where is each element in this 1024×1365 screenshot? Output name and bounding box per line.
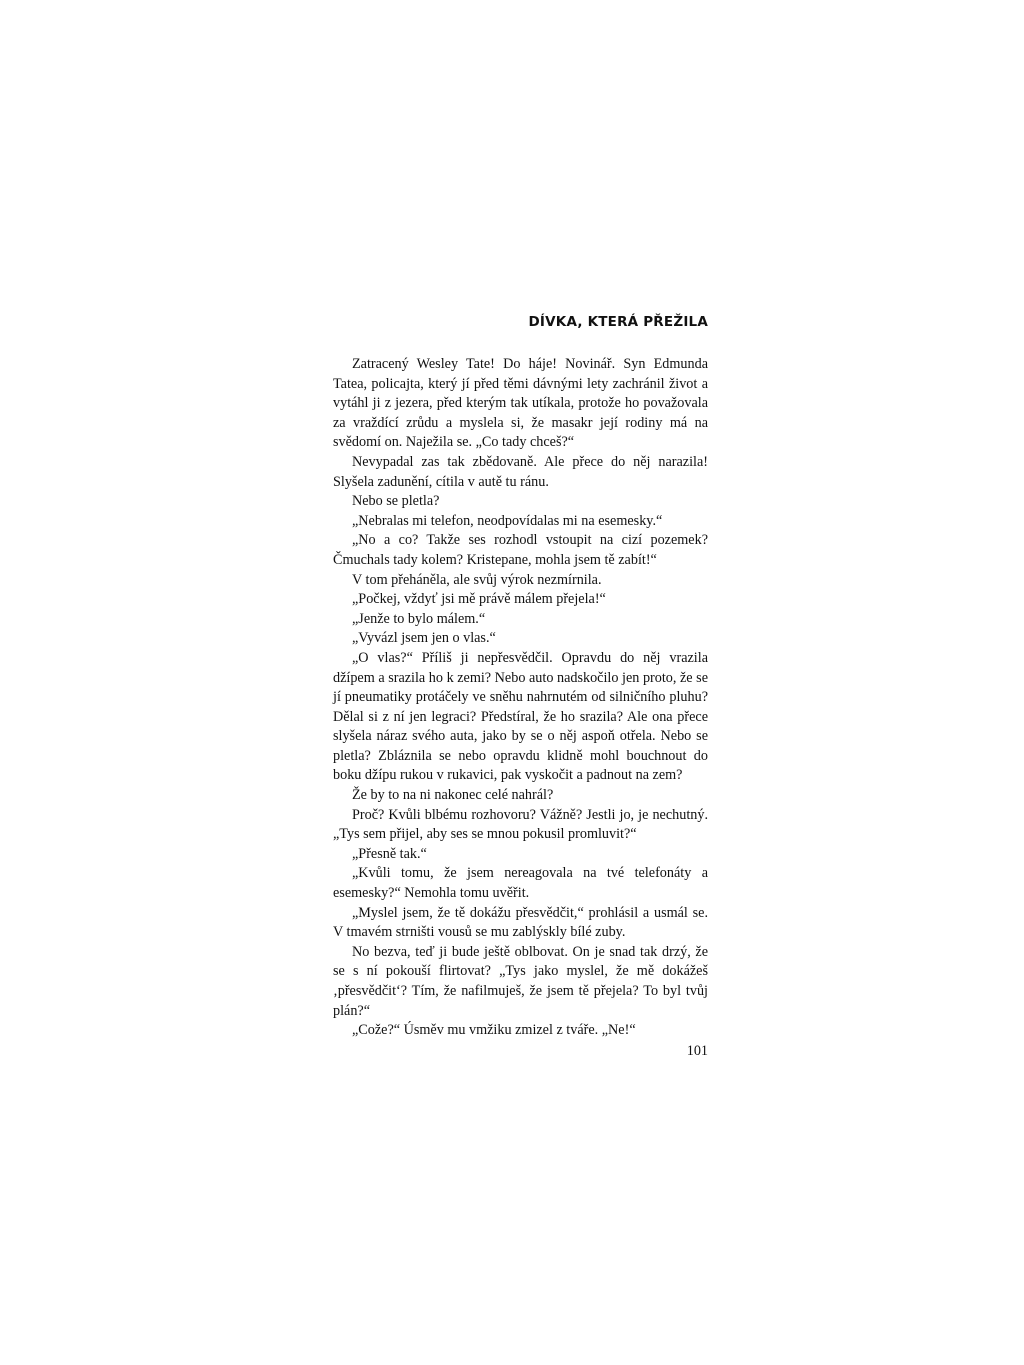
page-number: 101 [686, 1043, 708, 1059]
paragraph: „Cože?“ Úsměv mu vmžiku zmizel z tváře. „Ne!“ [352, 1022, 636, 1039]
running-head: DÍVKA, KTERÁ PŘEŽILA [528, 314, 708, 330]
paragraph: „Myslel jsem, že tě dokážu přesvědčit,“ prohlásil a usmál se. V tmavém strništi vousů se mu zablýskly bílé zuby. [333, 904, 708, 941]
body-text [333, 355, 708, 1041]
paragraph: „Nebralas mi telefon, neodpovídalas mi na esemesky.“ [352, 512, 663, 529]
paragraph: No bezva, teď ji bude ještě oblbovat. On je snad tak drzý, že se s ní pokouší flirtovat? „Tys jako myslel, že mě dokážeš ‚přesvědčit‘? Tím, že nafilmuješ, že jsem tě přejela? To byl tvůj plán?“ [333, 943, 708, 1019]
paragraph: „Kvůli tomu, že jsem nereagovala na tvé telefonáty a esemesky?“ Nemohla tomu uvěřit. [333, 865, 708, 902]
paragraph: „Vyvázl jsem jen o vlas.“ [352, 630, 496, 647]
paragraph: Proč? Kvůli blbému rozhovoru? Vážně? Jestli jo, je nechutný. „Tys sem přijel, aby ses se mnou pokusil promluvit?“ [333, 806, 708, 843]
paragraph: V tom přeháněla, ale svůj výrok nezmírnila. [352, 571, 602, 588]
paragraph: „Počkej, vždyť jsi mě právě málem přejela!“ [352, 591, 606, 608]
paragraph: „O vlas?“ Příliš ji nepřesvědčil. Opravdu do něj vrazila džípem a srazila ho k zemi? Nebo auto nadskočilo jen proto, že se jí pneumatiky protáčely ve sněhu nahrnutém od silničního pluhu? Dělal si z ní jen legraci? Předstíral, že ho srazila? Ale ona přece slyšela náraz svého auta, jako by se o něj aspoň otřela. Nebo se pletla? Zbláznila se nebo opravdu klidně mohl bouchnout do boku džípu rukou v rukavici, pak vyskočit a padnout na zem? [333, 649, 708, 784]
paragraph: Nevypadal zas tak zbědovaně. Ale přece do něj narazila! Slyšela zadunění, cítila v autě tu ránu. [333, 453, 708, 490]
paragraph: „Přesně tak.“ [352, 845, 427, 862]
paragraph: „No a co? Takže ses rozhodl vstoupit na cizí pozemek? Čmuchals tady kolem? Kristepane, mohla jsem tě zabít!“ [333, 532, 708, 568]
paragraph: Zatracený Wesley Tate! Do háje! Novinář. Syn Edmunda Tatea, policajta, který jí před těmi dávnými lety zachránil život a vytáhl ji z jezera, před kterým tak utíkala, protože ho považovala za vraždící zrůdu a myslela si, že masakr její rodiny má na svědomí on. Naježila se. „Co tady chceš?“ [333, 356, 708, 451]
paragraph: Že by to na ni nakonec celé nahrál? [352, 787, 554, 804]
paragraph: Nebo se pletla? [352, 493, 440, 510]
paragraph: „Jenže to bylo málem.“ [352, 610, 486, 627]
